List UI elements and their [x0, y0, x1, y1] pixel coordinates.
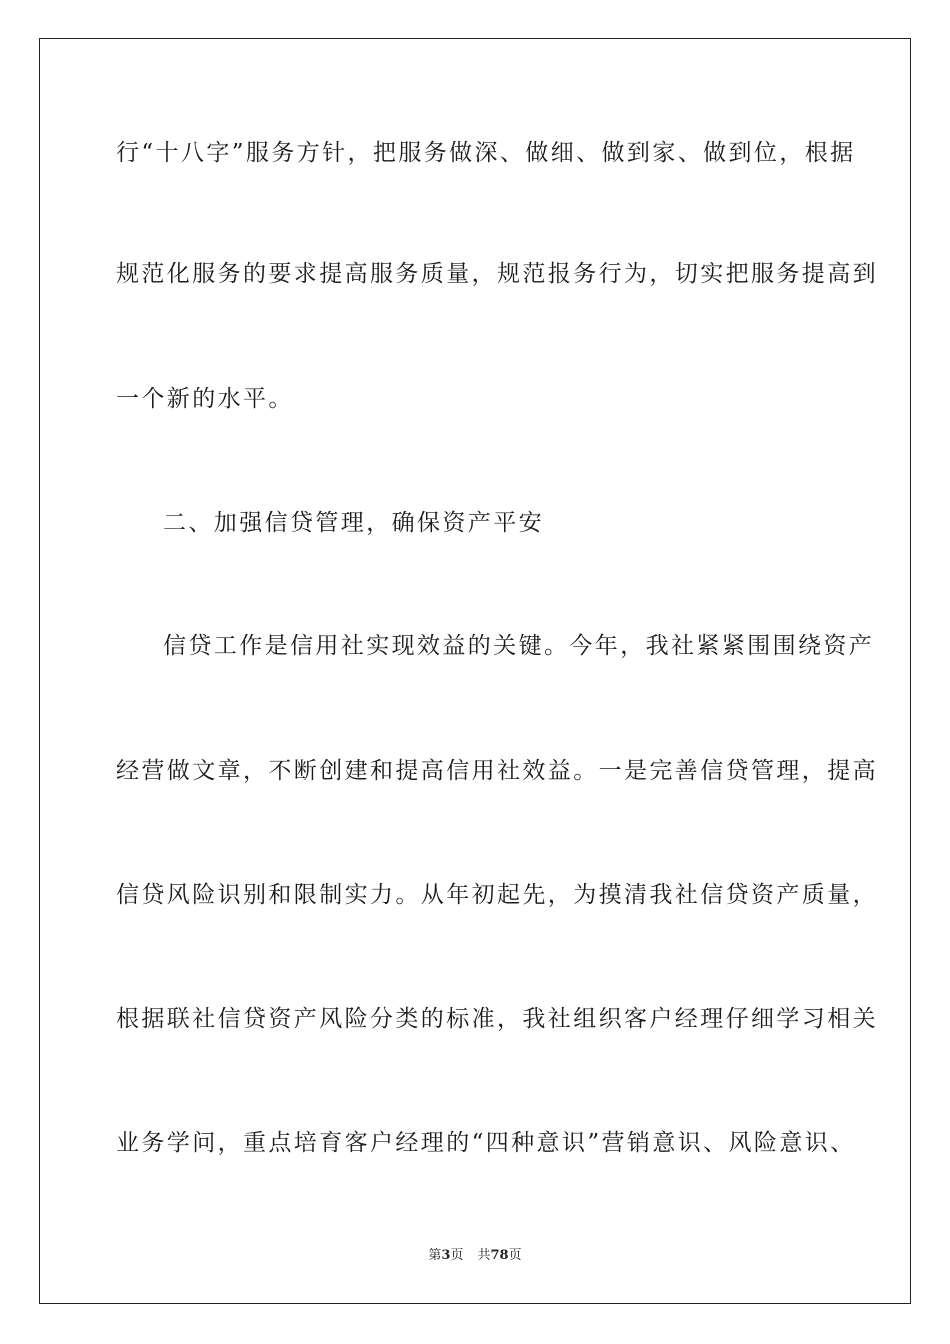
- footer-page-prefix: 第: [428, 1248, 442, 1263]
- footer-total-pages: 78: [490, 1248, 509, 1263]
- body-line-5: 经营做文章，不断创建和提高信用社效益。一是完善信贷管理，提高: [116, 758, 878, 784]
- body-line-6: 信贷风险识别和限制实力。从年初起先，为摸清我社信贷资产质量，: [116, 882, 878, 908]
- footer-total-prefix: 共: [477, 1248, 491, 1263]
- footer-total-suffix: 页: [508, 1248, 522, 1263]
- body-line-3: 一个新的水平。: [116, 386, 294, 412]
- body-line-4: 信贷工作是信用社实现效益的关键。今年，我社紧紧围围绕资产: [163, 633, 875, 659]
- page-border: [39, 38, 911, 1304]
- body-line-7: 根据联社信贷资产风险分类的标准，我社组织客户经理仔细学习相关: [116, 1006, 878, 1032]
- body-line-2: 规范化服务的要求提高服务质量，规范报务行为，切实把服务提高到: [116, 261, 878, 287]
- page-footer: [0, 1248, 950, 1264]
- body-line-8: 业务学问，重点培育客户经理的“四种意识”营销意识、风险意识、: [116, 1130, 856, 1156]
- footer-page-number: 3: [441, 1248, 451, 1263]
- footer-page-suffix: 页: [450, 1248, 464, 1263]
- body-line-1: 行“十八字”服务方针，把服务做深、做细、做到家、做到位，根据: [116, 140, 856, 166]
- section-heading: 二、加强信贷管理，确保资产平安: [163, 510, 544, 536]
